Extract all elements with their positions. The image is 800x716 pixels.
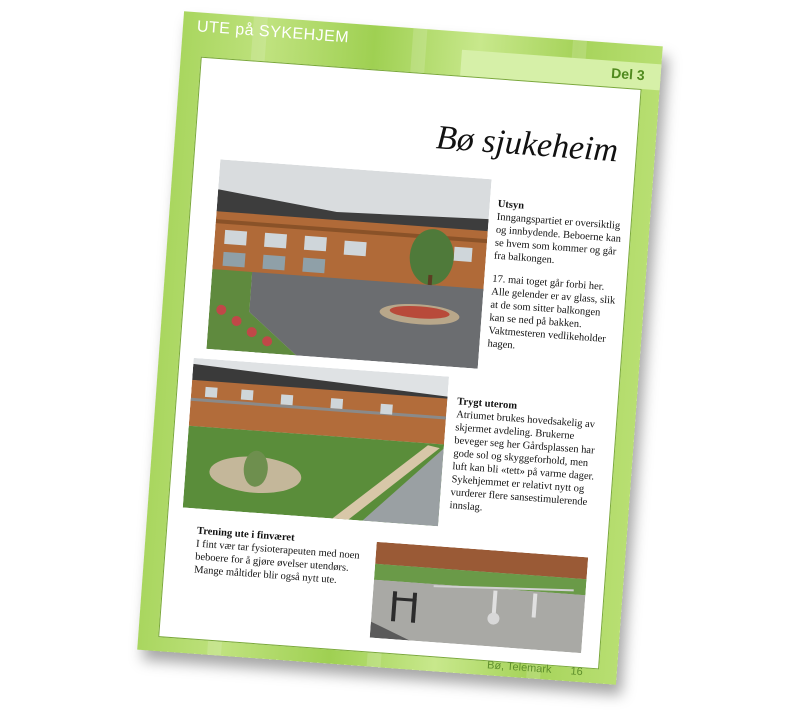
section-trygt-uterom (448, 395, 607, 533)
footer-location: Bø, Telemark (486, 659, 552, 676)
section-paragraph: 17. mai toget går forbi her. Alle gelender er av glass, slik at de som sitter balkongen kan se ned på bakken. Vaktmesteren vedlikeholder hagen. (487, 273, 616, 352)
section-paragraph: Inngangspartiet er oversiktlig og innbydende. Beboerne kan se hvem som kommer og går fra balkongen. (493, 211, 622, 267)
page-content (158, 57, 641, 670)
section-heading: Utsyn (497, 198, 525, 212)
part-label: Del 3 (610, 64, 646, 84)
section-paragraph: Atriumet brukes hovedsakelig av skjermet avdeling. Brukerne beveger seg her Gårdsplassen har gode sol og skyggeforhold, men luft kan bli «tett» på varme dager. Sykehjemmet er relativt nytt og vurderer flere sansestimulerende innslag. (449, 409, 596, 514)
section-utsyn (486, 198, 624, 370)
photo-entrance (206, 159, 491, 368)
brochure-page (137, 11, 663, 684)
section-heading: Trening ute i finværet (196, 525, 295, 544)
photo-atrium (183, 358, 449, 526)
photo-exercise-area (370, 542, 588, 653)
page-title: Bø sjukeheim (434, 119, 620, 170)
section-title: UTE på SYKEHJEM (196, 18, 350, 47)
section-heading: Trygt uterom (456, 396, 518, 412)
section-trening (193, 525, 365, 599)
page-number: 16 (570, 665, 584, 679)
section-paragraph: I fint vær tar fysioterapeuten med noen beboere for å gjøre øvelser utendørs. Mange måltider blir også nytt ute. (193, 538, 360, 586)
